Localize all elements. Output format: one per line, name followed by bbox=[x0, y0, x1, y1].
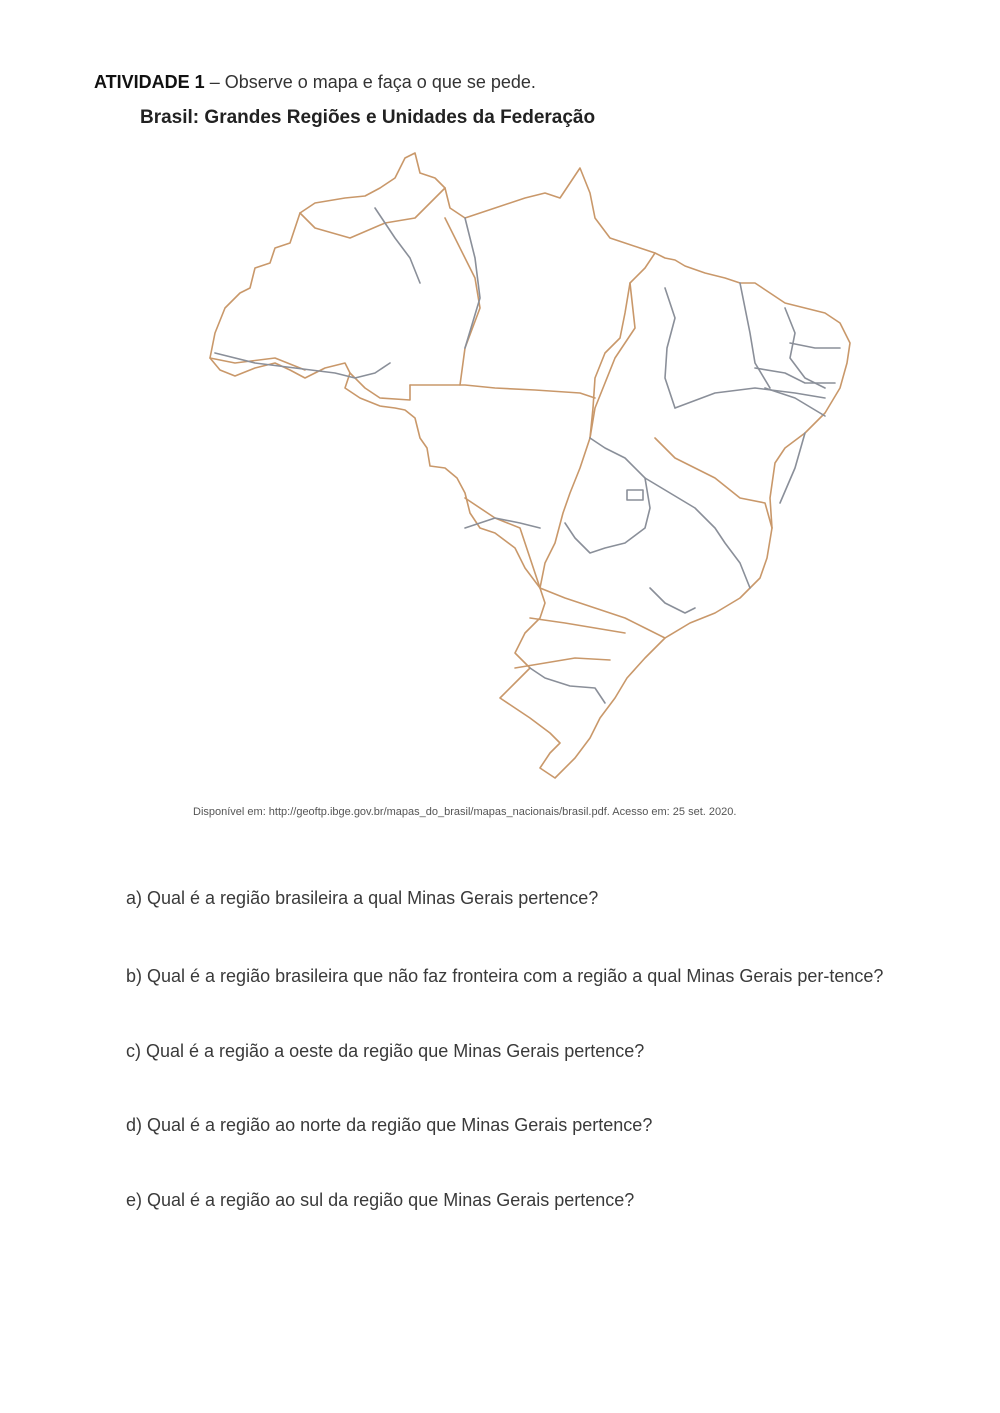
state-line-16 bbox=[780, 433, 805, 503]
state-line-9 bbox=[675, 388, 825, 408]
center-south-border bbox=[465, 498, 540, 588]
center-southeast-border bbox=[540, 438, 590, 588]
tocantins-border bbox=[590, 283, 635, 438]
state-line-4 bbox=[665, 288, 675, 408]
state-line-11 bbox=[645, 478, 750, 588]
state-line-8 bbox=[755, 368, 835, 383]
north-center-border bbox=[410, 385, 595, 398]
question-d: d) Qual é a região ao norte da região que Minas Gerais pertence? bbox=[126, 1115, 653, 1135]
brazil-map-svg bbox=[195, 148, 865, 788]
state-line-14 bbox=[530, 668, 605, 703]
map-title: Brasil: Grandes Regiões e Unidades da Federação bbox=[140, 107, 596, 128]
country-outline bbox=[210, 153, 850, 778]
parana-border bbox=[530, 618, 625, 633]
question-a: a) Qual é a região brasileira a qual Minas Gerais pertence? bbox=[126, 888, 599, 908]
brazil-map bbox=[195, 148, 865, 788]
activity-instruction: – Observe o mapa e faça o que se pede. bbox=[204, 72, 536, 92]
state-line-5 bbox=[740, 283, 770, 388]
activity-heading bbox=[94, 72, 536, 93]
amazonas-roraima-border bbox=[300, 188, 445, 238]
south-southeast-border bbox=[540, 588, 665, 638]
state-line-12 bbox=[650, 588, 695, 613]
state-line-10 bbox=[565, 438, 650, 553]
para-amazonas-border bbox=[445, 218, 480, 385]
question-c: c) Qual é a região a oeste da região que Minas Gerais pertence? bbox=[126, 1041, 645, 1061]
distrito-federal-outline bbox=[627, 490, 643, 500]
activity-label: ATIVIDADE 1 bbox=[94, 72, 205, 92]
map-source: Disponível em: http://geoftp.ibge.gov.br/mapas_do_brasil/mapas_nacionais/brasil.pdf. Acesso em: 25 set. 2020. bbox=[193, 806, 737, 818]
question-e: e) Qual é a região ao sul da região que Minas Gerais pertence? bbox=[126, 1190, 635, 1210]
state-line-2 bbox=[375, 208, 420, 283]
question-b: b) Qual é a região brasileira que não faz fronteira com a região a qual Minas Gerais per-tence? bbox=[126, 966, 884, 986]
state-line-7 bbox=[790, 343, 840, 348]
northeast-southeast-border bbox=[655, 438, 772, 528]
